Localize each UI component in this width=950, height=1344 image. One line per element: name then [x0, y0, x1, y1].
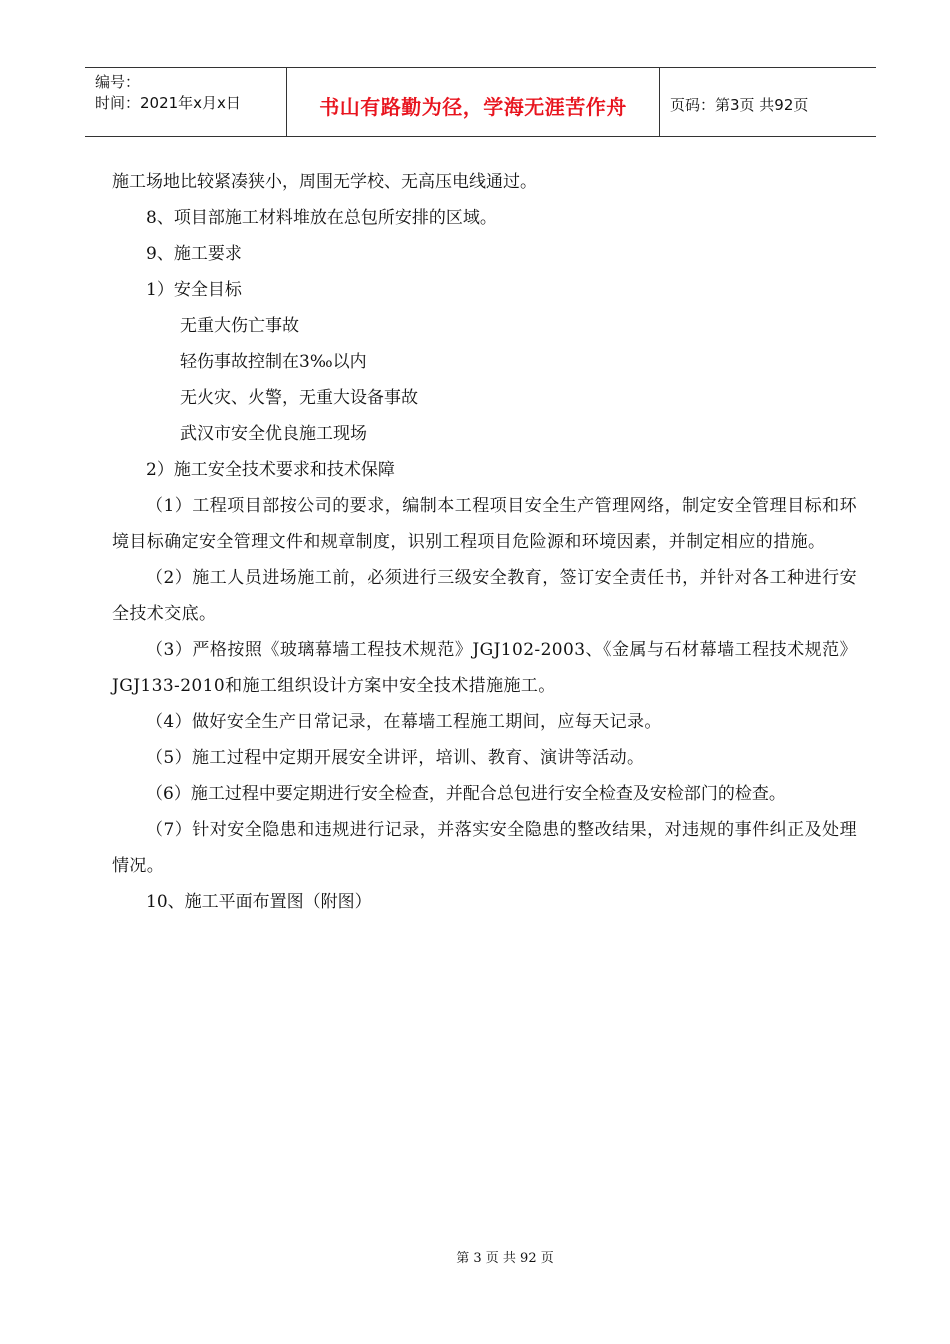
header-page-cell: [660, 68, 876, 136]
site-description: 施工场地比较紧凑狭小，周围无学校、无高压电线通过。: [112, 172, 537, 192]
requirement-paragraph: （5）施工过程中定期开展安全讲评，培训、教育、演讲等活动。: [146, 748, 645, 768]
requirement-paragraph: （6）施工过程中要定期进行安全检查，并配合总包进行安全检查及安检部门的检查。: [146, 784, 786, 804]
footer-page-number: 第 3 页 共 92 页: [456, 1251, 554, 1266]
requirement-paragraph: （7）针对安全隐患和违规进行记录，并落实安全隐患的整改结果，对违规的事件纠正及处理情况。: [112, 820, 857, 876]
safety-goal-item: 无重大伤亡事故: [180, 316, 299, 336]
requirement-paragraph: （3）严格按照《玻璃幕墙工程技术规范》JGJ102-2003、《金属与石材幕墙工程技术规范》JGJ133-2010和施工组织设计方案中安全技术措施施工。: [112, 640, 857, 696]
safety-goal-item: 无火灾、火警，无重大设备事故: [180, 388, 418, 408]
item-8: 8、项目部施工材料堆放在总包所安排的区域。: [146, 208, 497, 228]
safety-goal-item: 武汉市安全优良施工现场: [180, 424, 367, 444]
document-body: [112, 164, 857, 920]
header-meta-cell: [85, 68, 287, 136]
safety-requirements-heading: 2）施工安全技术要求和技术保障: [146, 460, 395, 480]
item-9-heading: 9、施工要求: [146, 244, 242, 264]
item-10: 10、施工平面布置图（附图）: [146, 892, 372, 912]
document-header: [85, 67, 876, 137]
safety-goals-heading: 1）安全目标: [146, 280, 242, 300]
safety-goal-item: 轻伤事故控制在3‰以内: [180, 352, 367, 372]
requirement-paragraph: （1）工程项目部按公司的要求，编制本工程项目安全生产管理网络，制定安全管理目标和环境目标确定安全管理文件和规章制度，识别工程项目危险源和环境因素，并制定相应的措施。: [112, 496, 857, 552]
requirement-paragraph: （2）施工人员进场施工前，必须进行三级安全教育，签订安全责任书，并针对各工种进行安全技术交底。: [112, 568, 857, 624]
requirement-paragraph: （4）做好安全生产日常记录，在幕墙工程施工期间，应每天记录。: [146, 712, 662, 732]
header-motto-cell: [287, 68, 660, 136]
page-footer: [0, 1247, 950, 1266]
time-label: 时间：2021年x月x日: [95, 94, 241, 112]
motto-text: 书山有路勤为径，学海无涯苦作舟: [319, 94, 627, 119]
number-label: 编号：: [95, 73, 141, 91]
page-label: 页码：第3页 共92页: [670, 95, 809, 114]
